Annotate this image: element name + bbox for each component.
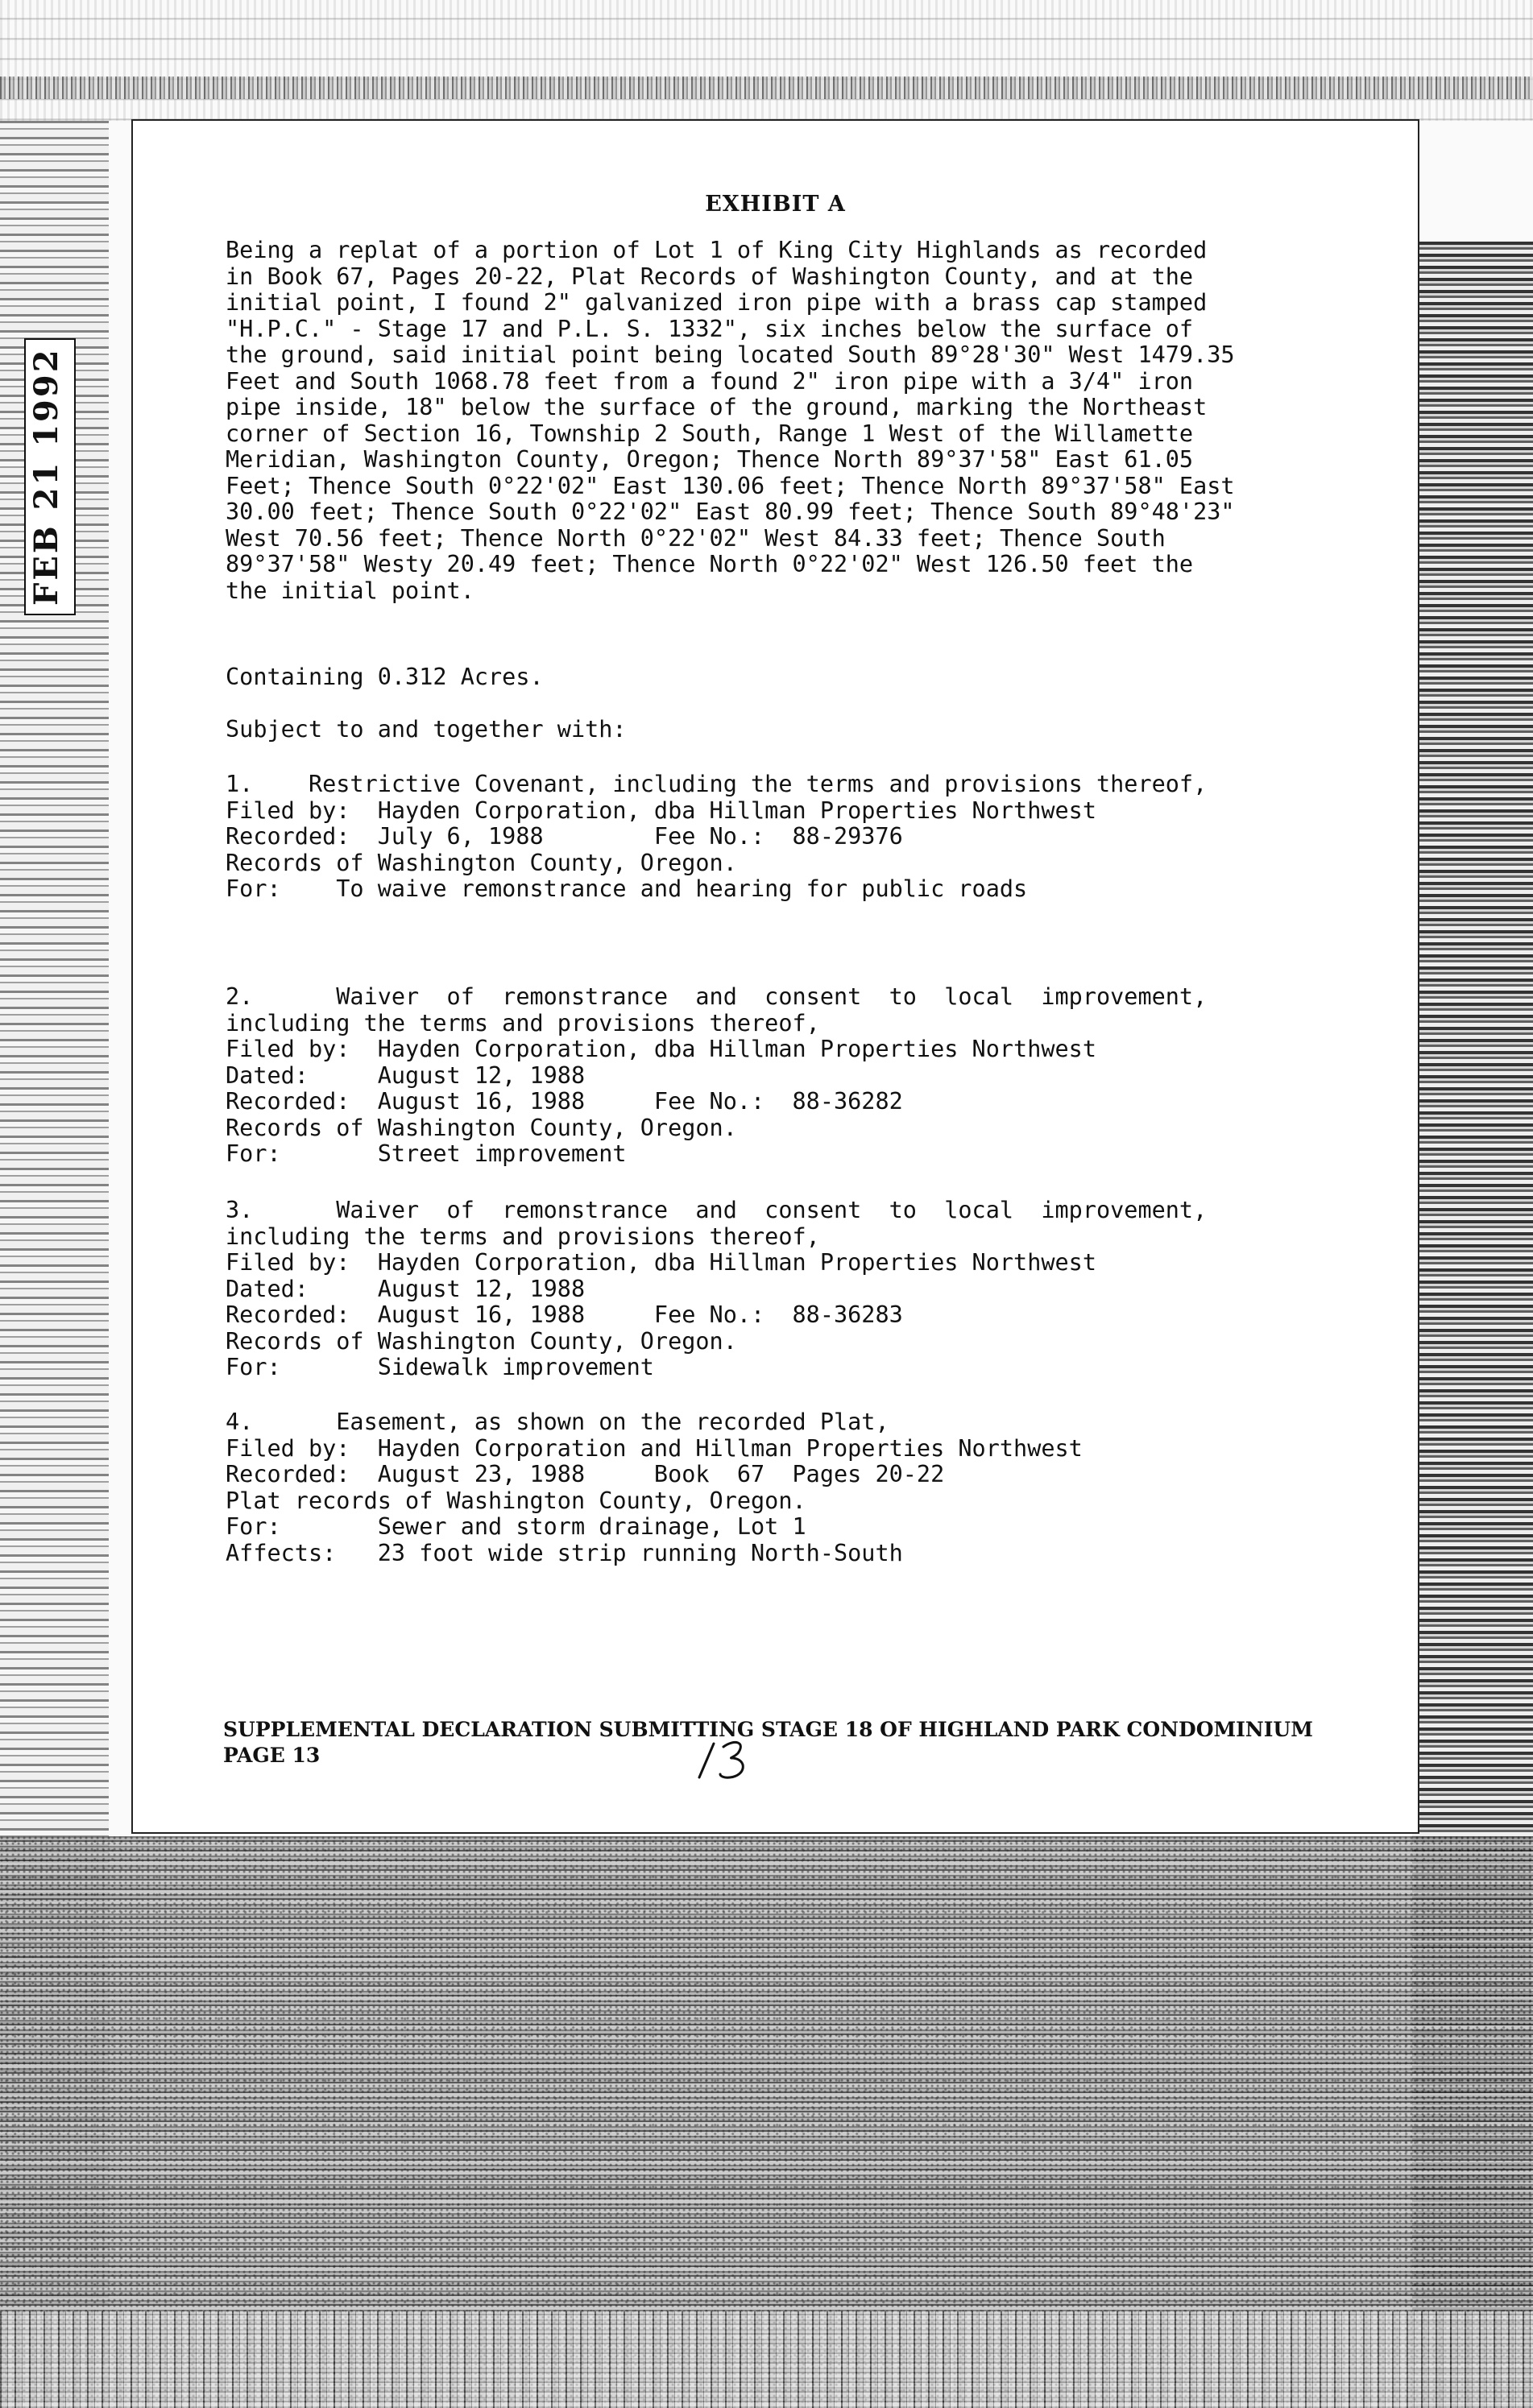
exhibit-title: EXHIBIT A (705, 192, 846, 217)
exception-item-4 (226, 1409, 1361, 1566)
item-line: 1. Restrictive Covenant, including the terms and provisions thereof, (226, 771, 1208, 797)
handwritten-page-number (693, 1736, 765, 1784)
item-line: Recorded: August 16, 1988 Fee No.: 88-36282 (226, 1088, 903, 1115)
item-line: For: Sidewalk improvement (226, 1354, 654, 1380)
subject-to-line: Subject to and together with: (226, 716, 627, 743)
item-line: Records of Washington County, Oregon. (226, 849, 737, 876)
item-line: For: To waive remonstrance and hearing for public roads (226, 875, 1028, 902)
scan-noise-bottom-edge (0, 2311, 1533, 2408)
item-line: Filed by: Hayden Corporation, dba Hillman Properties Northwest (226, 796, 1096, 824)
legal-line: 89°37'58" Westy 20.49 feet; Thence North 0°22'02" West 126.50 feet the (226, 551, 1194, 577)
item-line: 3. Waiver of remonstrance and consent to local improvement, (226, 1197, 1208, 1223)
item-line: Records of Washington County, Oregon. (226, 1327, 737, 1355)
footer-page-number: PAGE 13 (223, 1744, 321, 1767)
legal-line: corner of Section 16, Township 2 South, Range 1 West of the Willamette (226, 420, 1194, 447)
legal-line: Meridian, Washington County, Oregon; Thence North 89°37'58" East 61.05 (226, 446, 1194, 473)
acreage-line: Containing 0.312 Acres. (226, 664, 544, 690)
legal-line: Feet; Thence South 0°22'02" East 130.06 feet; Thence North 89°37'58" East (226, 472, 1235, 499)
legal-line: West 70.56 feet; Thence North 0°22'02" West 84.33 feet; Thence South (226, 524, 1166, 552)
item-line: Filed by: Hayden Corporation, dba Hillman Properties Northwest (226, 1249, 1096, 1276)
legal-description (226, 238, 1361, 604)
item-line: including the terms and provisions thereof, (226, 1223, 820, 1250)
filing-date-stamp (24, 338, 76, 615)
item-line: Recorded: August 16, 1988 Fee No.: 88-36283 (226, 1301, 903, 1328)
item-line: Filed by: Hayden Corporation and Hillman Properties Northwest (226, 1434, 1083, 1462)
exception-item-1 (226, 772, 1361, 903)
exception-item-2 (226, 984, 1361, 1168)
filing-date-stamp-text: FEB 21 1992 (27, 347, 65, 606)
legal-line: 30.00 feet; Thence South 0°22'02" East 80.99 feet; Thence South 89°48'23" (226, 499, 1235, 525)
item-line: Dated: August 12, 1988 (226, 1275, 586, 1302)
item-line: 2. Waiver of remonstrance and consent to local improvement, (226, 983, 1208, 1010)
item-line: Dated: August 12, 1988 (226, 1061, 586, 1089)
legal-line: pipe inside, 18" below the surface of the ground, marking the Northeast (226, 394, 1208, 420)
legal-line: Being a replat of a portion of Lot 1 of King City Highlands as recorded (226, 237, 1208, 263)
item-line: Recorded: August 23, 1988 Book 67 Pages 20-22 (226, 1461, 945, 1487)
document-page (133, 121, 1418, 1832)
item-line: including the terms and provisions thereof, (226, 1009, 820, 1036)
exception-item-3 (226, 1198, 1361, 1381)
legal-line: in Book 67, Pages 20-22, Plat Records of Washington County, and at the (226, 263, 1194, 290)
scan-band-top (0, 77, 1533, 99)
item-line: Recorded: July 6, 1988 Fee No.: 88-29376 (226, 823, 903, 850)
legal-line: "H.P.C." - Stage 17 and P.L. S. 1332", six inches below the surface of (226, 315, 1194, 342)
scan-noise-top (0, 0, 1533, 121)
footer-title: SUPPLEMENTAL DECLARATION SUBMITTING STAGE 18 OF HIGHLAND PARK CONDOMINIUM (223, 1718, 1313, 1741)
item-line: Records of Washington County, Oregon. (226, 1114, 737, 1141)
legal-line: the initial point. (226, 577, 474, 604)
item-line: For: Street improvement (226, 1140, 627, 1167)
legal-line: Feet and South 1068.78 feet from a found 2" iron pipe with a 3/4" iron (226, 367, 1194, 395)
item-line: For: Sewer and storm drainage, Lot 1 (226, 1513, 806, 1540)
item-line: 4. Easement, as shown on the recorded Plat, (226, 1409, 889, 1435)
item-line: Filed by: Hayden Corporation, dba Hillman Properties Northwest (226, 1036, 1096, 1062)
legal-line: initial point, I found 2" galvanized iron pipe with a brass cap stamped (226, 289, 1208, 316)
item-line: Plat records of Washington County, Oregon. (226, 1487, 806, 1514)
item-line: Affects: 23 foot wide strip running North-South (226, 1539, 903, 1566)
legal-line: the ground, said initial point being located South 89°28'30" West 1479.35 (226, 341, 1235, 368)
document-footer (223, 1717, 1313, 1769)
